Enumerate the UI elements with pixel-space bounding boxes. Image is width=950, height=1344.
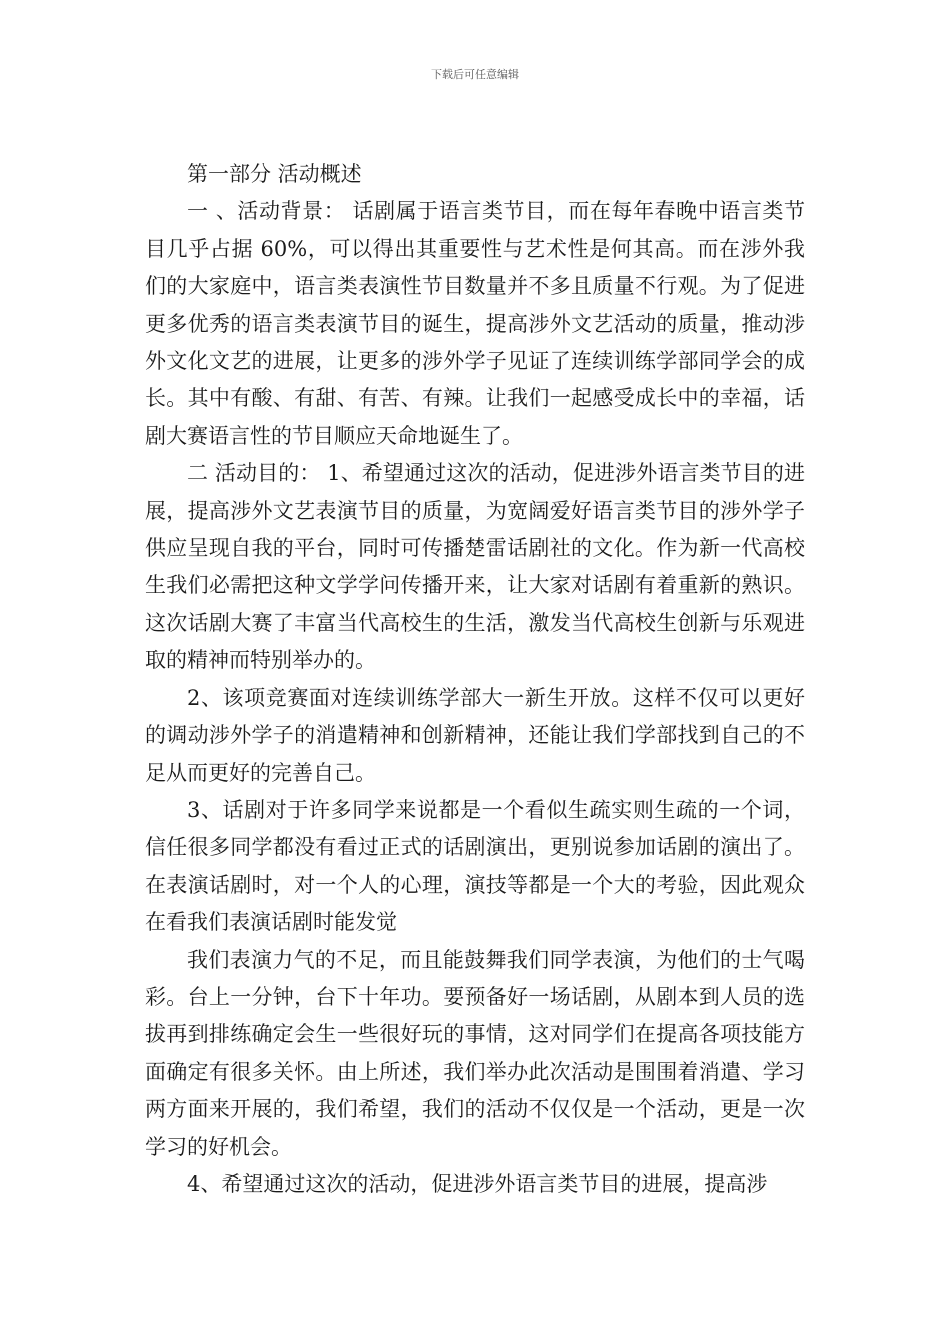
paragraph-purpose-3-continued: 我们表演力气的不足，而且能鼓舞我们同学表演，为他们的士气喝彩。台上一分钟，台下十年功。要预备好一场话剧，从剧本到人员的选拔再到排练确定会生一些很好玩的事情，这对同学们在提高各项技能方面确定有很多关怀。由上所述，我们举办此次活动是围围着消遣、学习两方面来开展的，我们希望，我们的活动不仅仅是一个活动，更是一次学习的好机会。 (145, 947, 805, 1159)
paragraph-purpose-3: 3、话剧对于许多同学来说都是一个看似生疏实则生疏的一个词，信任很多同学都没有看过正式的话剧演出，更别说参加话剧的演出了。在表演话剧时，对一个人的心理，演技等都是一个大的考验，因此观众在看我们表演话剧时能发觉 (145, 797, 805, 935)
document-body (145, 156, 805, 1203)
section-title: 第一部分 活动概述 (187, 162, 362, 186)
paragraph-purpose-2: 2、该项竞赛面对连续训练学部大一新生开放。这样不仅可以更好的调动涉外学子的消遣精神和创新精神，还能让我们学部找到自己的不足从而更好的完善自己。 (145, 685, 805, 785)
paragraph-purpose-1: 二 活动目的： 1、希望通过这次的活动，促进涉外语言类节目的进展，提高涉外文艺表演节目的质量，为宽阔爱好语言类节目的涉外学子供应呈现自我的平台，同时可传播楚雷话剧社的文化。作为新一代高校生我们必需把这种文学学问传播开来，让大家对话剧有着重新的熟识。这次话剧大赛了丰富当代高校生的生活，激发当代高校生创新与乐观进取的精神而特别举办的。 (145, 461, 805, 673)
paragraph-purpose-4: 4、希望通过这次的活动，促进涉外语言类节目的进展，提高涉 (187, 1171, 768, 1196)
page-header-note: 下载后可任意编辑 (431, 68, 519, 81)
paragraph-background: 一 、活动背景： 话剧属于语言类节目，而在每年春晚中语言类节目几乎占据 60%，可以得出其重要性与艺术性是何其高。而在涉外我们的大家庭中，语言类表演性节目数量并不多且质量不行观。为了促进更多优秀的语言类表演节目的诞生，提高涉外文艺活动的质量，推动涉外文化文艺的进展，让更多的涉外学子见证了连续训练学部同学会的成长。其中有酸、有甜、有苦、有辣。让我们一起感受成长中的幸福，话剧大赛语言性的节目顺应天命地诞生了。 (145, 199, 805, 448)
